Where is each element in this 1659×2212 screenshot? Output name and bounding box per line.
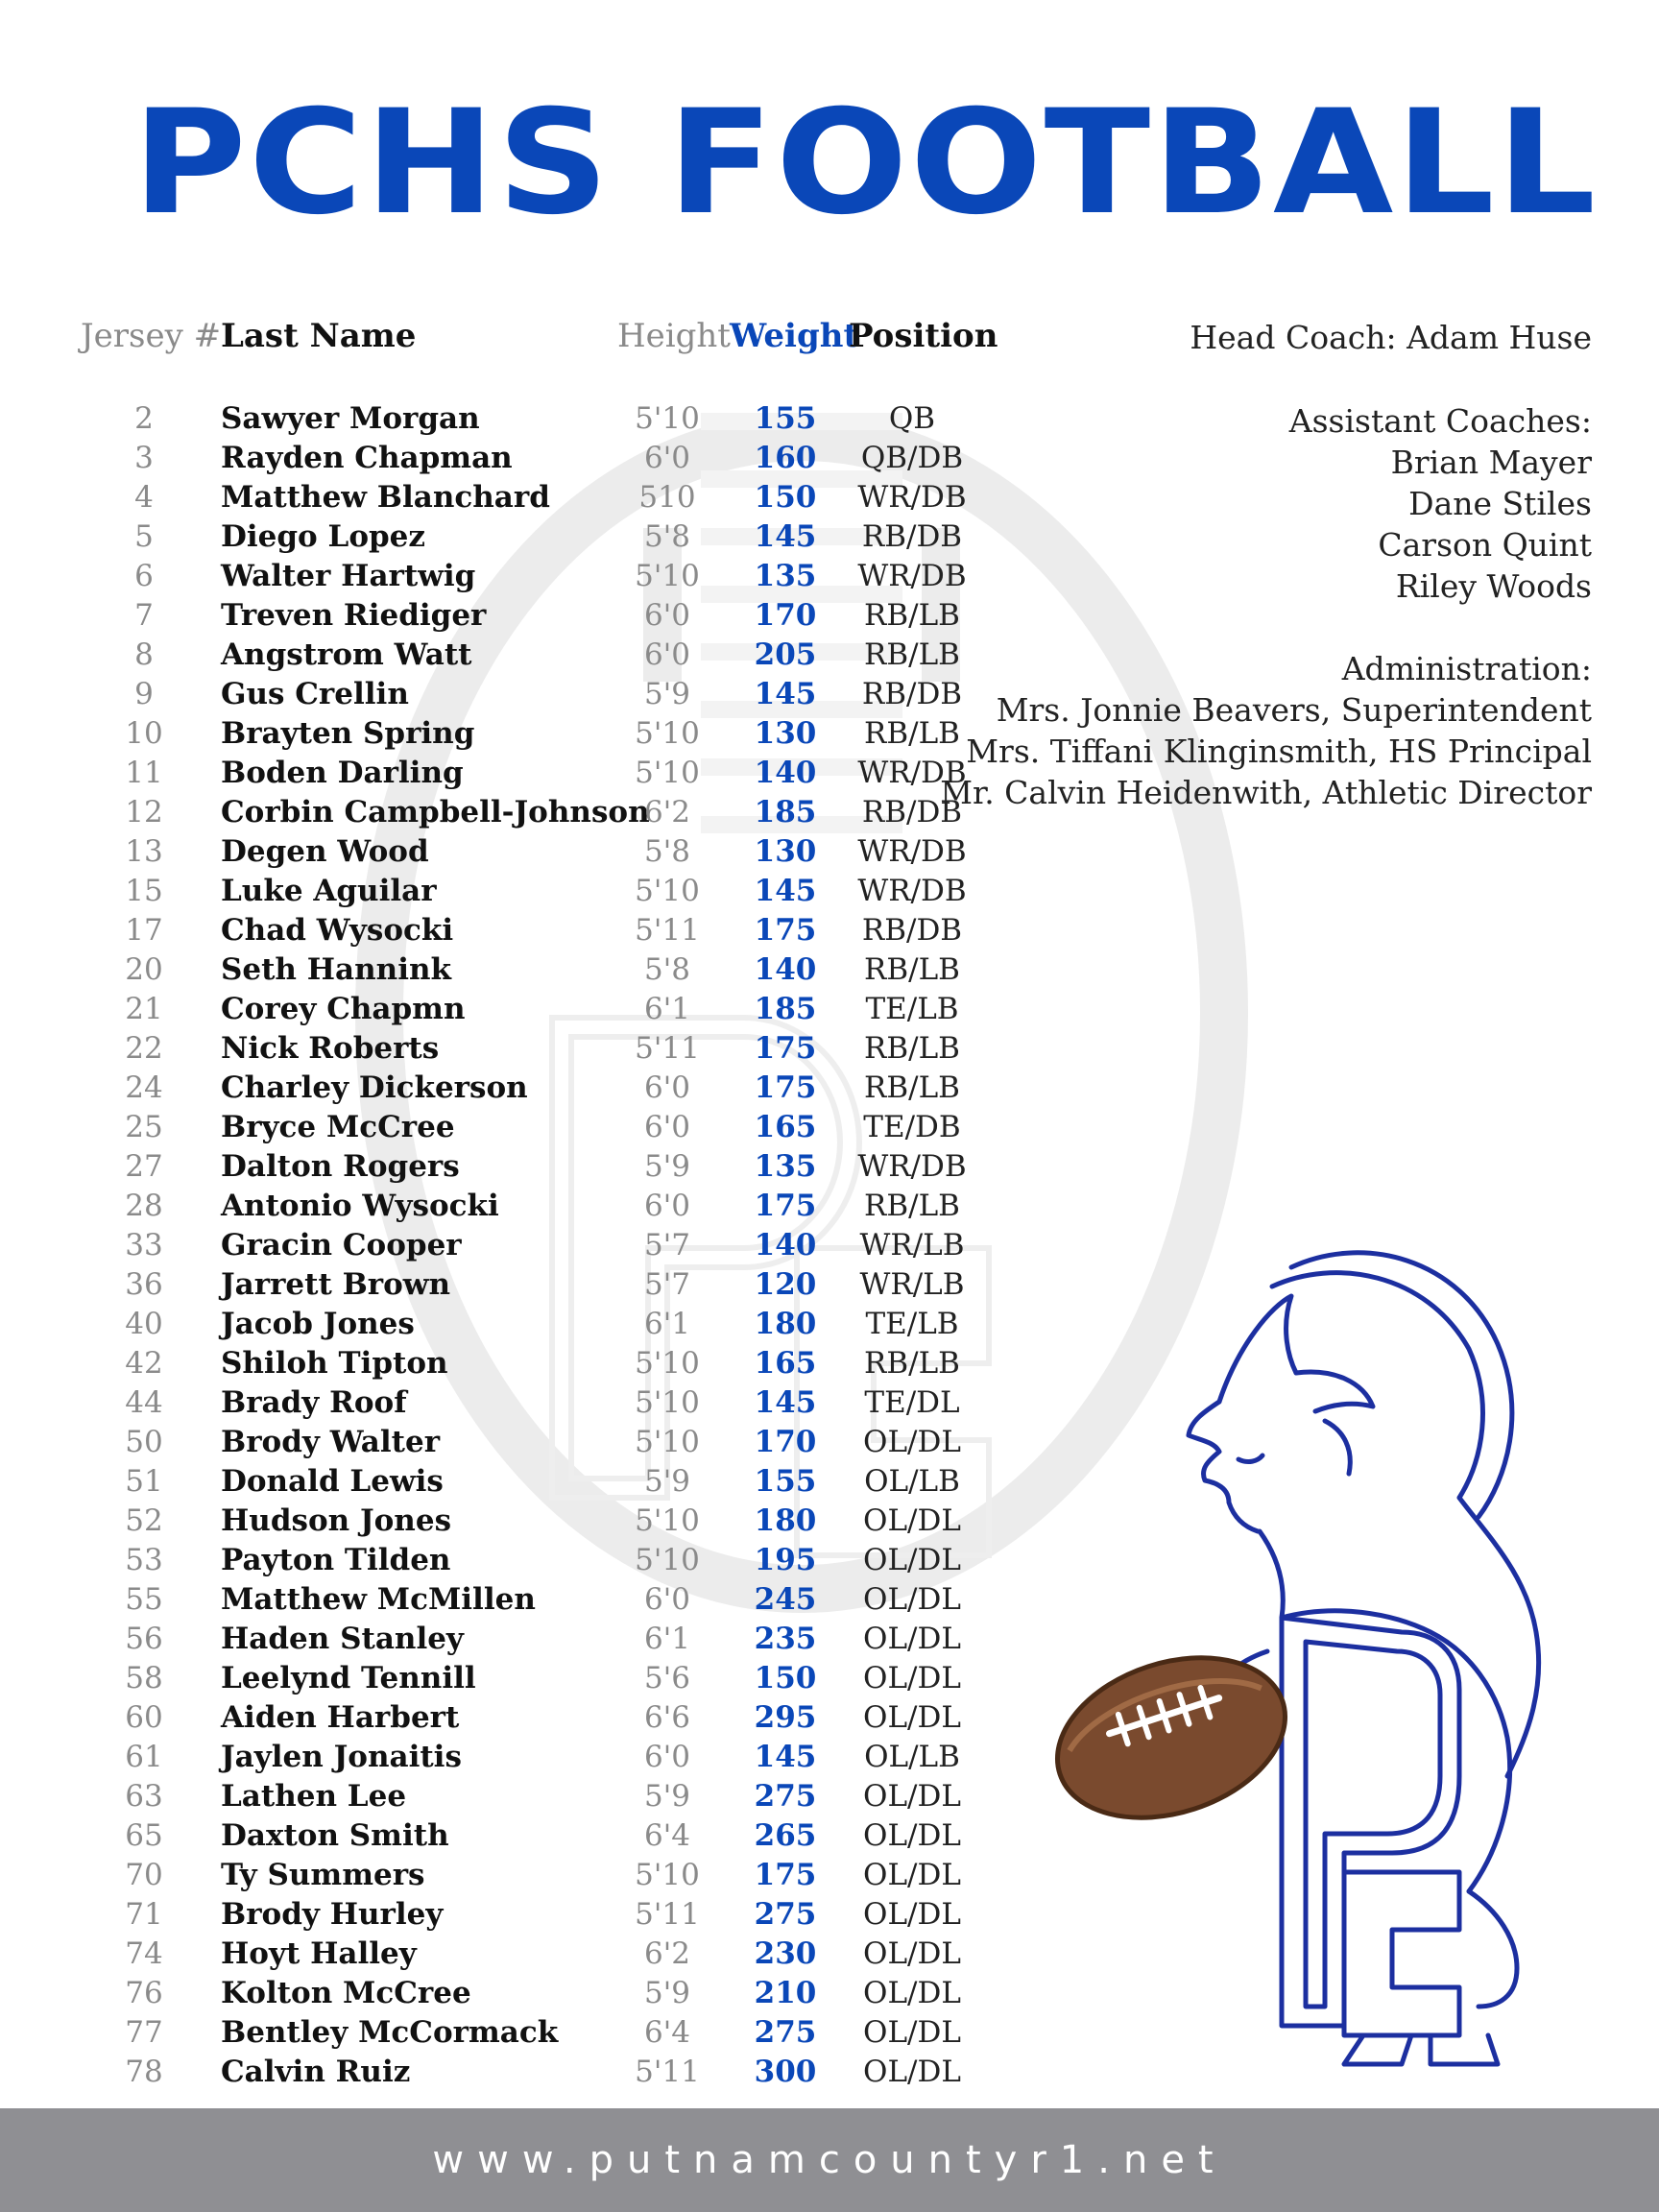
player-height: 6'0 — [644, 598, 690, 633]
player-height: 5'8 — [644, 952, 690, 987]
administrator: Mrs. Tiffani Klinginsmith, HS Principal — [966, 733, 1592, 770]
player-weight: 145 — [754, 1385, 817, 1420]
player-name: Antonio Wysocki — [221, 1189, 499, 1223]
jersey-number: 33 — [125, 1228, 163, 1262]
table-row — [0, 1147, 1018, 1187]
table-row — [0, 754, 1018, 793]
jersey-number: 22 — [125, 1031, 163, 1066]
jersey-number: 52 — [125, 1503, 163, 1538]
player-position: WR/LB — [859, 1228, 965, 1262]
player-name: Leelynd Tennill — [221, 1661, 476, 1695]
jersey-number: 24 — [125, 1070, 163, 1105]
player-position: WR/DB — [857, 1149, 967, 1184]
player-name: Charley Dickerson — [221, 1070, 528, 1105]
player-position: WR/DB — [857, 756, 967, 790]
player-height: 5'10 — [635, 874, 700, 908]
player-position: QB/DB — [860, 441, 964, 475]
player-weight: 140 — [754, 952, 817, 987]
player-height: 6'0 — [644, 1070, 690, 1105]
footer-bar — [0, 2108, 1659, 2212]
player-weight: 135 — [754, 1149, 817, 1184]
player-name: Aiden Harbert — [221, 1700, 460, 1735]
player-height: 6'0 — [644, 1740, 690, 1774]
jersey-number: 6 — [134, 559, 154, 593]
player-position: RB/LB — [864, 952, 960, 987]
player-position: OL/DL — [863, 1858, 961, 1892]
player-name: Brayten Spring — [221, 716, 475, 751]
jersey-number: 76 — [125, 1976, 163, 2010]
player-weight: 140 — [754, 756, 817, 790]
player-position: OL/DL — [863, 1622, 961, 1656]
assistant-coaches — [1289, 400, 1592, 607]
player-weight: 185 — [754, 795, 817, 830]
player-position: OL/DL — [863, 1818, 961, 1853]
player-height: 6'2 — [644, 795, 690, 830]
administrator: Mr. Calvin Heidenwith, Athletic Director — [940, 774, 1592, 811]
jersey-number: 2 — [134, 401, 154, 436]
jersey-number: 40 — [125, 1307, 163, 1341]
player-height: 6'1 — [644, 992, 690, 1026]
player-name: Sawyer Morgan — [221, 401, 480, 436]
jersey-number: 36 — [125, 1267, 163, 1302]
jersey-number: 10 — [125, 716, 163, 751]
player-name: Brody Walter — [221, 1425, 441, 1459]
player-position: OL/LB — [864, 1740, 960, 1774]
jersey-number: 9 — [134, 677, 154, 711]
player-position: RB/LB — [864, 637, 960, 672]
administration-heading: Administration: — [1341, 650, 1592, 687]
jersey-number: 78 — [125, 2055, 163, 2089]
player-position: QB — [888, 401, 936, 436]
player-weight: 175 — [754, 913, 817, 948]
player-position: OL/DL — [863, 1661, 961, 1695]
player-name: Brody Hurley — [221, 1897, 444, 1932]
jersey-number: 27 — [125, 1149, 163, 1184]
player-height: 5'6 — [644, 1661, 690, 1695]
mascot-holding-football-icon — [1046, 1238, 1623, 2074]
player-position: OL/DL — [863, 1897, 961, 1932]
player-weight: 300 — [754, 2055, 817, 2089]
jersey-number: 13 — [125, 834, 163, 869]
table-row — [0, 1265, 1018, 1305]
jersey-number: 15 — [125, 874, 163, 908]
jersey-number: 56 — [125, 1622, 163, 1656]
player-height: 5'9 — [644, 1976, 690, 2010]
player-height: 5'9 — [644, 1779, 690, 1814]
player-position: OL/DL — [863, 1936, 961, 1971]
player-weight: 180 — [754, 1307, 817, 1341]
jersey-number: 4 — [134, 480, 154, 515]
player-weight: 205 — [754, 637, 817, 672]
player-height: 5'10 — [635, 1385, 700, 1420]
player-height: 5'10 — [635, 1346, 700, 1381]
player-height: 5'11 — [635, 1031, 700, 1066]
player-weight: 165 — [754, 1110, 817, 1144]
table-row — [0, 1383, 1018, 1423]
jersey-number: 58 — [125, 1661, 163, 1695]
jersey-number: 7 — [134, 598, 154, 633]
player-name: Rayden Chapman — [221, 441, 513, 475]
jersey-number: 21 — [125, 992, 163, 1026]
player-name: Dalton Rogers — [221, 1149, 460, 1184]
jersey-number: 20 — [125, 952, 163, 987]
player-height: 6'0 — [644, 441, 690, 475]
player-position: WR/DB — [857, 559, 967, 593]
player-height: 5'9 — [644, 1464, 690, 1499]
player-weight: 130 — [754, 716, 817, 751]
table-row — [0, 1698, 1018, 1738]
player-position: WR/DB — [857, 874, 967, 908]
player-position: RB/LB — [864, 1070, 960, 1105]
assistant-coach: Carson Quint — [1378, 526, 1592, 564]
player-height: 6'2 — [644, 1936, 690, 1971]
player-name: Treven Riediger — [221, 598, 487, 633]
player-name: Boden Darling — [221, 756, 464, 790]
player-weight: 265 — [754, 1818, 817, 1853]
player-name: Matthew Blanchard — [221, 480, 550, 515]
jersey-number: 17 — [125, 913, 163, 948]
table-row — [0, 2053, 1018, 2092]
player-weight: 155 — [754, 1464, 817, 1499]
player-position: RB/DB — [861, 677, 963, 711]
player-weight: 175 — [754, 1189, 817, 1223]
table-row — [0, 439, 1018, 478]
table-row — [0, 1029, 1018, 1069]
player-position: WR/DB — [857, 834, 967, 869]
jersey-number: 65 — [125, 1818, 163, 1853]
player-height: 6'6 — [644, 1700, 690, 1735]
jersey-number: 71 — [125, 1897, 163, 1932]
player-weight: 175 — [754, 1858, 817, 1892]
player-name: Bentley McCormack — [221, 2015, 559, 2050]
player-weight: 160 — [754, 441, 817, 475]
column-header-weight: Weight — [730, 317, 859, 355]
table-row — [0, 1069, 1018, 1108]
table-row — [0, 1187, 1018, 1226]
jersey-number: 61 — [125, 1740, 163, 1774]
player-weight: 145 — [754, 874, 817, 908]
player-height: 510 — [638, 480, 696, 515]
table-row — [0, 1895, 1018, 1935]
player-weight: 170 — [754, 1425, 817, 1459]
table-row — [0, 399, 1018, 439]
player-position: RB/DB — [861, 795, 963, 830]
player-name: Jacob Jones — [221, 1307, 415, 1341]
table-row — [0, 1974, 1018, 2013]
player-weight: 170 — [754, 598, 817, 633]
player-position: RB/DB — [861, 519, 963, 554]
player-height: 6'0 — [644, 1189, 690, 1223]
player-name: Matthew McMillen — [221, 1582, 536, 1617]
player-weight: 135 — [754, 559, 817, 593]
player-name: Lathen Lee — [221, 1779, 407, 1814]
table-row — [0, 596, 1018, 636]
player-name: Kolton McCree — [221, 1976, 471, 2010]
jersey-number: 77 — [125, 2015, 163, 2050]
player-weight: 245 — [754, 1582, 817, 1617]
player-position: WR/DB — [857, 480, 967, 515]
player-weight: 145 — [754, 1740, 817, 1774]
player-position: WR/LB — [859, 1267, 965, 1302]
table-row — [0, 911, 1018, 950]
player-weight: 145 — [754, 519, 817, 554]
table-row — [0, 2013, 1018, 2053]
jersey-number: 42 — [125, 1346, 163, 1381]
player-height: 5'8 — [644, 519, 690, 554]
player-position: OL/DL — [863, 1425, 961, 1459]
player-height: 5'10 — [635, 401, 700, 436]
player-height: 5'8 — [644, 834, 690, 869]
player-height: 5'9 — [644, 1149, 690, 1184]
player-weight: 165 — [754, 1346, 817, 1381]
player-name: Haden Stanley — [221, 1622, 464, 1656]
table-row — [0, 990, 1018, 1029]
player-weight: 145 — [754, 677, 817, 711]
jersey-number: 28 — [125, 1189, 163, 1223]
player-height: 6'1 — [644, 1307, 690, 1341]
administrator: Mrs. Jonnie Beavers, Superintendent — [996, 691, 1592, 729]
player-name: Jarrett Brown — [221, 1267, 451, 1302]
table-row — [0, 478, 1018, 517]
administration — [940, 648, 1592, 813]
assistant-coach: Riley Woods — [1395, 567, 1592, 605]
player-height: 5'10 — [635, 1543, 700, 1577]
jersey-number: 51 — [125, 1464, 163, 1499]
jersey-number: 70 — [125, 1858, 163, 1892]
player-name: Seth Hannink — [221, 952, 452, 987]
jersey-number: 11 — [125, 756, 163, 790]
column-header-jersey: Jersey # — [81, 317, 222, 355]
jersey-number: 63 — [125, 1779, 163, 1814]
table-row — [0, 1541, 1018, 1580]
jersey-number: 25 — [125, 1110, 163, 1144]
head-coach: Head Coach: Adam Huse — [1190, 319, 1592, 356]
player-weight: 210 — [754, 1976, 817, 2010]
player-weight: 180 — [754, 1503, 817, 1538]
player-height: 5'10 — [635, 1425, 700, 1459]
player-name: Diego Lopez — [221, 519, 426, 554]
player-height: 5'7 — [644, 1267, 690, 1302]
player-position: OL/DL — [863, 1543, 961, 1577]
table-row — [0, 793, 1018, 832]
table-row — [0, 832, 1018, 872]
player-weight: 275 — [754, 2015, 817, 2050]
player-name: Corbin Campbell-Johnson — [221, 795, 650, 830]
player-name: Nick Roberts — [221, 1031, 440, 1066]
table-row — [0, 517, 1018, 557]
player-name: Brady Roof — [221, 1385, 407, 1420]
player-height: 5'11 — [635, 2055, 700, 2089]
player-position: TE/LB — [865, 992, 959, 1026]
player-name: Calvin Ruiz — [221, 2055, 411, 2089]
player-position: OL/DL — [863, 1700, 961, 1735]
player-height: 6'4 — [644, 2015, 690, 2050]
player-weight: 295 — [754, 1700, 817, 1735]
player-name: Luke Aguilar — [221, 874, 437, 908]
player-height: 5'9 — [644, 677, 690, 711]
jersey-number: 8 — [134, 637, 154, 672]
player-height: 6'1 — [644, 1622, 690, 1656]
table-row — [0, 1226, 1018, 1265]
player-name: Corey Chapmn — [221, 992, 466, 1026]
jersey-number: 5 — [134, 519, 154, 554]
column-header-last-name: Last Name — [221, 317, 417, 355]
player-weight: 120 — [754, 1267, 817, 1302]
table-row — [0, 1738, 1018, 1777]
table-row — [0, 1423, 1018, 1462]
player-weight: 275 — [754, 1779, 817, 1814]
player-position: OL/DL — [863, 2055, 961, 2089]
table-row — [0, 557, 1018, 596]
player-height: 6'4 — [644, 1818, 690, 1853]
player-name: Bryce McCree — [221, 1110, 455, 1144]
table-row — [0, 1816, 1018, 1856]
player-weight: 150 — [754, 1661, 817, 1695]
player-height: 5'11 — [635, 1897, 700, 1932]
player-position: TE/DL — [864, 1385, 960, 1420]
player-position: RB/LB — [864, 598, 960, 633]
player-position: OL/DL — [863, 1503, 961, 1538]
jersey-number: 3 — [134, 441, 154, 475]
jersey-number: 50 — [125, 1425, 163, 1459]
player-name: Hudson Jones — [221, 1503, 452, 1538]
player-name: Walter Hartwig — [221, 559, 476, 593]
player-height: 6'0 — [644, 1110, 690, 1144]
player-name: Daxton Smith — [221, 1818, 449, 1853]
player-position: OL/DL — [863, 1976, 961, 2010]
table-row — [0, 950, 1018, 990]
table-row — [0, 1659, 1018, 1698]
player-weight: 235 — [754, 1622, 817, 1656]
player-weight: 175 — [754, 1070, 817, 1105]
player-height: 6'0 — [644, 637, 690, 672]
roster-table — [0, 399, 1018, 2092]
table-row — [0, 1502, 1018, 1541]
player-name: Gus Crellin — [221, 677, 409, 711]
jersey-number: 53 — [125, 1543, 163, 1577]
player-weight: 275 — [754, 1897, 817, 1932]
player-position: RB/LB — [864, 1189, 960, 1223]
player-position: OL/DL — [863, 1779, 961, 1814]
player-name: Jaylen Jonaitis — [221, 1740, 462, 1774]
player-weight: 150 — [754, 480, 817, 515]
player-weight: 130 — [754, 834, 817, 869]
table-row — [0, 1856, 1018, 1895]
table-row — [0, 675, 1018, 714]
jersey-number: 55 — [125, 1582, 163, 1617]
player-position: OL/DL — [863, 2015, 961, 2050]
table-row — [0, 1462, 1018, 1502]
player-name: Donald Lewis — [221, 1464, 444, 1499]
player-height: 5'10 — [635, 716, 700, 751]
assistant-coaches-heading: Assistant Coaches: — [1288, 402, 1592, 440]
jersey-number: 74 — [125, 1936, 163, 1971]
table-row — [0, 872, 1018, 911]
player-weight: 185 — [754, 992, 817, 1026]
player-weight: 155 — [754, 401, 817, 436]
player-weight: 140 — [754, 1228, 817, 1262]
player-name: Hoyt Halley — [221, 1936, 417, 1971]
player-height: 5'10 — [635, 756, 700, 790]
player-height: 5'10 — [635, 559, 700, 593]
player-position: RB/LB — [864, 716, 960, 751]
table-row — [0, 1620, 1018, 1659]
table-row — [0, 1935, 1018, 1974]
player-weight: 195 — [754, 1543, 817, 1577]
player-height: 5'7 — [644, 1228, 690, 1262]
player-position: OL/DL — [863, 1582, 961, 1617]
column-header-position: Position — [849, 317, 998, 355]
player-position: TE/DB — [863, 1110, 961, 1144]
jersey-number: 44 — [125, 1385, 163, 1420]
player-name: Degen Wood — [221, 834, 429, 869]
assistant-coach: Brian Mayer — [1390, 444, 1592, 481]
player-name: Shiloh Tipton — [221, 1346, 448, 1381]
assistant-coach: Dane Stiles — [1408, 485, 1592, 522]
player-position: RB/DB — [861, 913, 963, 948]
page-title: PCHS FOOTBALL — [132, 80, 1599, 247]
table-row — [0, 714, 1018, 754]
column-header-height: Height — [617, 317, 731, 355]
player-name: Ty Summers — [221, 1858, 425, 1892]
table-row — [0, 1108, 1018, 1147]
player-name: Angstrom Watt — [221, 637, 472, 672]
player-weight: 230 — [754, 1936, 817, 1971]
player-position: RB/LB — [864, 1031, 960, 1066]
player-weight: 175 — [754, 1031, 817, 1066]
player-height: 5'11 — [635, 913, 700, 948]
table-row — [0, 636, 1018, 675]
table-row — [0, 1580, 1018, 1620]
table-row — [0, 1777, 1018, 1816]
player-name: Chad Wysocki — [221, 913, 454, 948]
website-url[interactable]: www.putnamcountyr1.net — [432, 2138, 1227, 2182]
table-row — [0, 1344, 1018, 1383]
player-position: OL/LB — [864, 1464, 960, 1499]
jersey-number: 60 — [125, 1700, 163, 1735]
player-height: 6'0 — [644, 1582, 690, 1617]
table-row — [0, 1305, 1018, 1344]
player-name: Gracin Cooper — [221, 1228, 462, 1262]
player-position: RB/LB — [864, 1346, 960, 1381]
player-name: Payton Tilden — [221, 1543, 451, 1577]
jersey-number: 12 — [125, 795, 163, 830]
player-height: 5'10 — [635, 1503, 700, 1538]
player-position: TE/LB — [865, 1307, 959, 1341]
player-height: 5'10 — [635, 1858, 700, 1892]
